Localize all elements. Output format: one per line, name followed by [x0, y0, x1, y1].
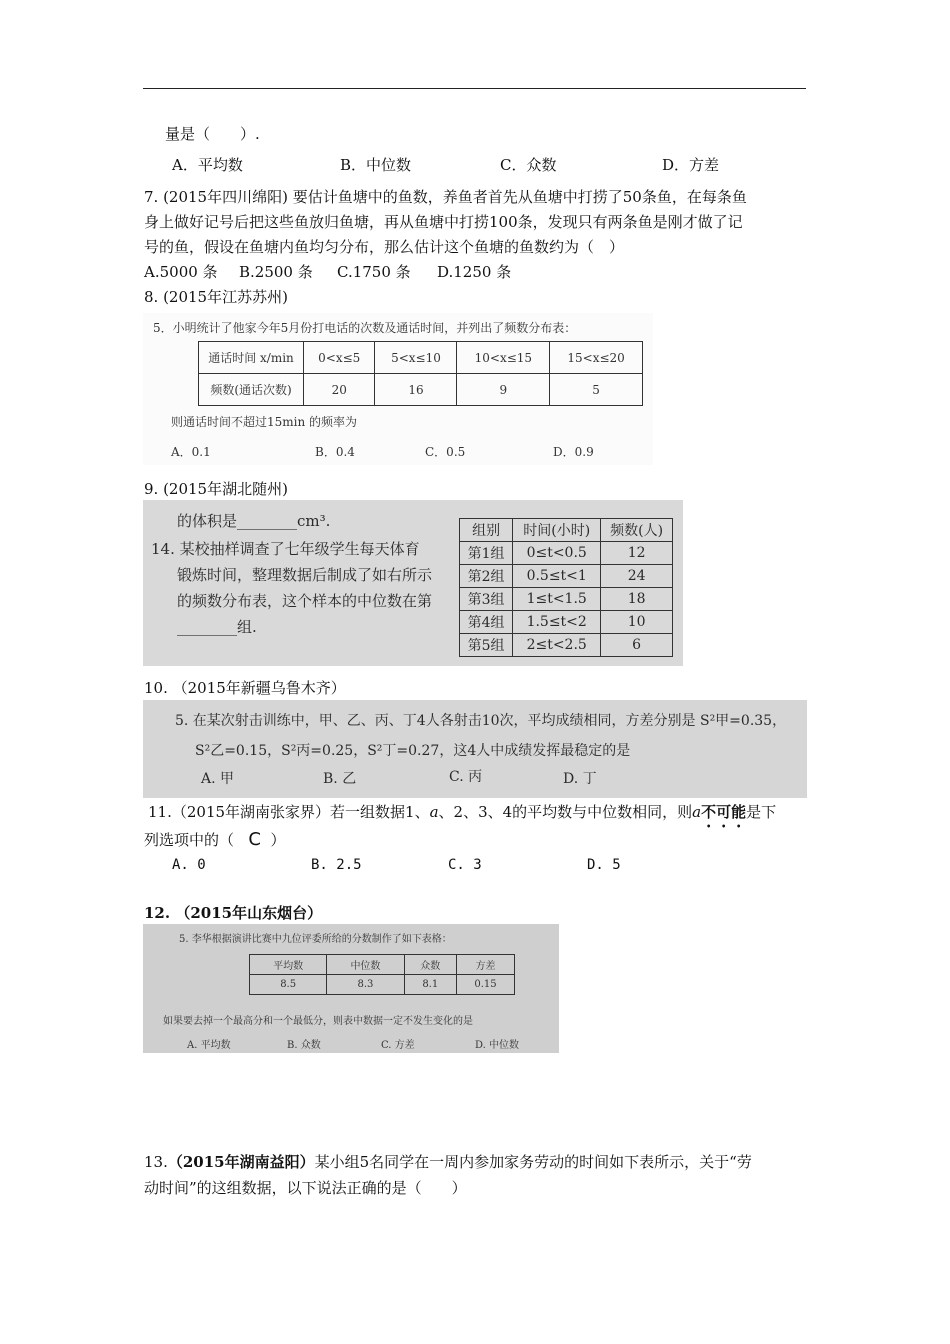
q11-text-a: 11.（2015年湖南张家界）若一组数据1、	[148, 803, 430, 821]
q11-emphasis: 不可能	[701, 803, 747, 821]
header-rule	[143, 88, 806, 89]
q7-option-a: A.5000 条	[144, 263, 218, 281]
q8-question: 则通话时间不超过15min 的频率为	[171, 415, 358, 429]
q10-line-1: 5. 在某次射击训练中，甲、乙、丙、丁4人各射击10次，平均成绩相同，方差分别是 S²甲=0.35，	[175, 713, 787, 729]
q8-option-a: A．0.1	[171, 445, 211, 459]
table-cell: 8.5	[250, 975, 327, 995]
q9-stem-4: ________组.	[177, 618, 257, 636]
q8-scan-image	[143, 313, 653, 465]
q9-frequency-table	[459, 518, 673, 657]
table-cell: 16	[375, 374, 457, 406]
table-cell: 2≤t<2.5	[513, 634, 601, 657]
table-cell: 第1组	[460, 542, 513, 565]
q11-line-2	[144, 830, 285, 850]
q13-source: （2015年湖南益阳）	[167, 1153, 315, 1171]
q7-option-d: D.1250 条	[437, 263, 512, 281]
table-cell: 15<x≤20	[550, 342, 643, 374]
table-cell: 12	[601, 542, 673, 565]
q8-stem: 5．小明统计了他家今年5月份打电话的次数及通话时间，并列出了频数分布表：	[153, 321, 577, 335]
q6-option-c: C．众数	[500, 156, 557, 174]
q11-text-b: 、2、3、4的平均数与中位数相同，则	[438, 803, 693, 821]
table-row	[199, 374, 643, 406]
table-row	[199, 342, 643, 374]
table-cell: 1≤t<1.5	[513, 588, 601, 611]
table-cell: 9	[457, 374, 550, 406]
q12-option-a: A. 平均数	[187, 1040, 231, 1051]
q10-label: 10. （2015年新疆乌鲁木齐）	[144, 679, 346, 697]
q11-var-a-2: a	[692, 803, 702, 821]
q7-option-c: C.1750 条	[337, 263, 411, 281]
q9-stem-3: 的频数分布表，这个样本的中位数在第	[177, 592, 433, 610]
table-cell: 第5组	[460, 634, 513, 657]
table-cell: 频数(人)	[601, 519, 673, 542]
q8-option-c: C．0.5	[425, 445, 466, 459]
q8-option-b: B．0.4	[315, 445, 355, 459]
table-row	[460, 519, 673, 542]
table-cell: 第3组	[460, 588, 513, 611]
q12-stem: 5. 李华根据演讲比赛中九位评委所给的分数制作了如下表格：	[179, 934, 452, 945]
q12-question: 如果要去掉一个最高分和一个最低分，则表中数据一定不发生变化的是	[163, 1016, 473, 1027]
q7-line-2: 身上做好记号后把这些鱼放归鱼塘，再从鱼塘中打捞100条，发现只有两条鱼是刚才做了记	[144, 213, 743, 231]
q11-answer: C	[248, 829, 261, 850]
table-cell: 众数	[404, 955, 456, 975]
q9-label: 9. (2015年湖北随州)	[144, 480, 288, 498]
table-row	[250, 975, 515, 995]
q13-line-1	[144, 1152, 752, 1172]
q10-option-d: D. 丁	[563, 771, 597, 787]
table-cell: 10<x≤15	[457, 342, 550, 374]
q13-number: 13.	[144, 1153, 168, 1171]
q6-option-d: D．方差	[662, 156, 720, 174]
q8-option-d: D．0.9	[553, 445, 594, 459]
table-cell: 第4组	[460, 611, 513, 634]
table-row	[460, 611, 673, 634]
table-cell: 频数(通话次数)	[199, 374, 304, 406]
table-cell: 第2组	[460, 565, 513, 588]
q11-var-a: a	[429, 803, 439, 821]
q12-option-b: B. 众数	[287, 1040, 321, 1051]
table-cell: 0.5≤t<1	[513, 565, 601, 588]
q12-option-d: D. 中位数	[475, 1040, 520, 1051]
q7-line-1: 7. (2015年四川绵阳) 要估计鱼塘中的鱼数，养鱼者首先从鱼塘中打捞了50条鱼，在每条鱼	[144, 188, 747, 206]
q7-line-3: 号的鱼，假设在鱼塘内鱼均匀分布，那么估计这个鱼塘的鱼数约为（ ）	[144, 238, 625, 256]
q12-label: 12. （2015年山东烟台）	[144, 904, 323, 922]
table-cell: 20	[304, 374, 375, 406]
q9-prev-line: 的体积是________cm³.	[177, 512, 331, 530]
table-row	[460, 565, 673, 588]
q13-line-2: 动时间”的这组数据，以下说法正确的是（ ）	[144, 1179, 467, 1197]
table-row	[460, 542, 673, 565]
q10-scan-image	[143, 700, 807, 798]
q6-stem-tail: 量是（ ）.	[165, 125, 260, 143]
q11-option-c: C. 3	[448, 857, 482, 873]
q7-option-b: B.2500 条	[239, 263, 313, 281]
table-cell: 平均数	[250, 955, 327, 975]
table-cell: 5<x≤10	[375, 342, 457, 374]
table-cell: 时间(小时)	[513, 519, 601, 542]
q9-stem-1: 14. 某校抽样调查了七年级学生每天体育	[151, 540, 420, 558]
q10-option-b: B. 乙	[323, 771, 357, 787]
q12-option-c: C. 方差	[381, 1040, 415, 1051]
q9-stem-2: 锻炼时间，整理数据后制成了如右所示	[177, 566, 433, 584]
table-row	[250, 955, 515, 975]
q13-text-1: 某小组5名同学在一周内参加家务劳动的时间如下表所示，关于“劳	[314, 1153, 752, 1171]
table-cell: 0≤t<0.5	[513, 542, 601, 565]
table-cell: 通话时间 x/min	[199, 342, 304, 374]
q8-label: 8. (2015年江苏苏州)	[144, 288, 288, 306]
q6-option-a: A．平均数	[172, 156, 243, 174]
table-cell: 0.15	[456, 975, 514, 995]
q8-frequency-table	[198, 341, 643, 406]
table-cell: 0<x≤5	[304, 342, 375, 374]
table-cell: 8.1	[404, 975, 456, 995]
q12-stats-table	[249, 954, 515, 995]
table-cell: 中位数	[327, 955, 404, 975]
q9-scan-image	[143, 500, 683, 666]
table-cell: 8.3	[327, 975, 404, 995]
q10-line-2: S²乙=0.15，S²丙=0.25，S²丁=0.27，这4人中成绩发挥最稳定的是	[195, 743, 631, 759]
table-cell: 1.5≤t<2	[513, 611, 601, 634]
q11-text-d: 列选项中的（	[144, 831, 235, 849]
table-cell: 10	[601, 611, 673, 634]
table-cell: 6	[601, 634, 673, 657]
q11-line-1	[148, 802, 776, 831]
q11-option-d: D. 5	[587, 857, 621, 873]
q12-scan-image	[143, 924, 559, 1053]
q11-option-b: B. 2.5	[311, 857, 362, 873]
table-cell: 组别	[460, 519, 513, 542]
q11-text-c: 是下	[746, 803, 777, 821]
q6-option-b: B．中位数	[340, 156, 412, 174]
table-cell: 方差	[456, 955, 514, 975]
table-row	[460, 588, 673, 611]
table-cell: 24	[601, 565, 673, 588]
table-cell: 18	[601, 588, 673, 611]
q10-option-c: C. 丙	[449, 769, 483, 785]
table-row	[460, 634, 673, 657]
q11-text-e: ）	[270, 831, 286, 849]
q11-option-a: A. 0	[172, 857, 206, 873]
q10-option-a: A. 甲	[201, 771, 235, 787]
table-cell: 5	[550, 374, 643, 406]
